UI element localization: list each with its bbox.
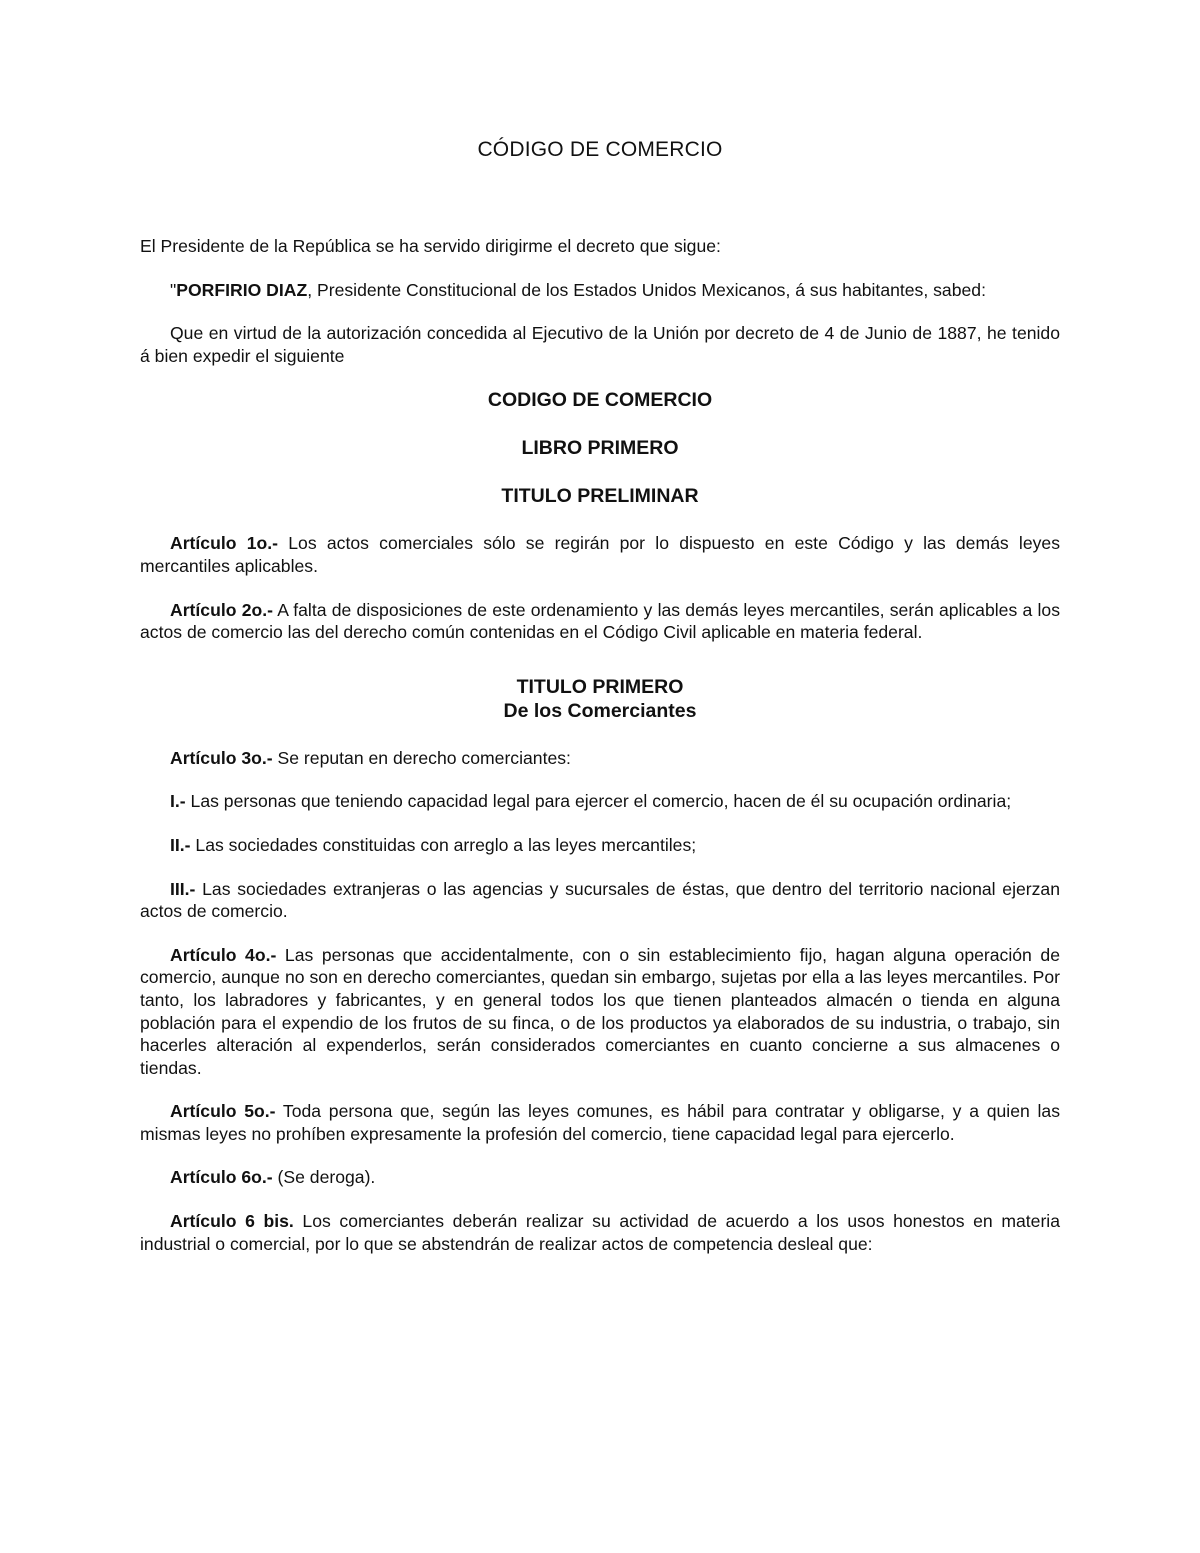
article-5: [140, 1100, 1060, 1145]
heading-libro-primero: LIBRO PRIMERO: [521, 437, 679, 460]
heading-titulo-primero: TITULO PRIMERO: [516, 675, 684, 698]
heading-titulo-preliminar: TITULO PRELIMINAR: [501, 485, 699, 508]
article-6-bis: [140, 1210, 1060, 1255]
article-5-text: Toda persona que, según las leyes comunes, es hábil para contratar y obligarse, y a quien las mismas leyes no prohíben expresamente la profesión del comercio, tiene capacidad legal para ejercerlo.: [140, 1101, 1060, 1144]
article-4-text: Las personas que accidentalmente, con o sin establecimiento fijo, hagan alguna operación de comercio, aunque no son en derecho comerciantes, quedan sin embargo, sujetas por ella a las leyes mercantiles. Por tanto, los labradores y fabricantes, y en general todos los que tienen planteados almacén o tienda en alguna población para el expendio de los frutos de su finca, o de los productos ya elaborados de su industria, o trabajo, sin hacerles alteración al expenderlos, serán considerados comerciantes en cuanto concierne a sus almacenes o tiendas.: [140, 944, 1060, 1078]
fraction-2-label: II.-: [170, 834, 191, 855]
fraction-3: [140, 878, 1060, 923]
document-page: [140, 0, 1060, 1553]
decree-paragraph: [140, 279, 1060, 302]
article-6-label: Artículo 6o.-: [170, 1167, 273, 1188]
article-6-bis-label: Artículo 6 bis.: [170, 1211, 294, 1232]
article-1-text: Los actos comerciales sólo se regirán por lo dispuesto en este Código y las demás leyes mercantiles aplicables.: [140, 533, 1060, 576]
heading-titulo-primero-block: [140, 675, 1060, 723]
intro-paragraph: El Presidente de la República se ha servido dirigirme el decreto que sigue:: [140, 236, 721, 256]
article-3: [140, 747, 1060, 770]
heading-de-los-comerciantes: De los Comerciantes: [503, 699, 697, 722]
article-5-label: Artículo 5o.-: [170, 1101, 276, 1122]
fraction-2-text: Las sociedades constituidas con arreglo a las leyes mercantiles;: [190, 834, 697, 855]
fraction-3-text: Las sociedades extranjeras o las agencias y sucursales de éstas, que dentro del territorio nacional ejerzan actos de comercio.: [140, 878, 1060, 922]
president-name: PORFIRIO DIAZ: [176, 279, 308, 300]
article-3-text: Se reputan en derecho comerciantes:: [272, 747, 571, 768]
article-2-text: A falta de disposiciones de este ordenamiento y las demás leyes mercantiles, serán aplicables a los actos de comercio las del derecho común contenidas en el Código Civil aplicable en materia federal.: [140, 599, 1060, 643]
article-1: [140, 532, 1060, 577]
authorization-paragraph: Que en virtud de la autorización concedida al Ejecutivo de la Unión por decreto de 4 de Junio de 1887, he tenido á bien expedir el siguiente: [140, 323, 1060, 366]
heading-codigo-de-comercio: CODIGO DE COMERCIO: [487, 389, 713, 412]
article-6-bis-text: Los comerciantes deberán realizar su actividad de acuerdo a los usos honestos en materia industrial o comercial, por lo que se abstendrán de realizar actos de competencia desleal que:: [140, 1211, 1060, 1254]
article-4: [140, 944, 1060, 1080]
article-2-label: Artículo 2o.-: [170, 599, 273, 620]
fraction-1-label: I.-: [170, 791, 186, 812]
fraction-1-text: Las personas que teniendo capacidad legal para ejercer el comercio, hacen de él su ocupación ordinaria;: [185, 791, 1012, 812]
article-3-label: Artículo 3o.-: [170, 747, 273, 768]
article-6-text: (Se deroga).: [272, 1167, 376, 1188]
quote-mark: ": [170, 279, 177, 300]
article-6: [140, 1166, 1060, 1189]
decree-text: , Presidente Constitucional de los Estados Unidos Mexicanos, á sus habitantes, sabed:: [307, 279, 986, 300]
fraction-2: [140, 834, 1060, 857]
article-4-label: Artículo 4o.-: [170, 944, 277, 965]
document-body: [140, 235, 1060, 1276]
article-1-label: Artículo 1o.-: [170, 533, 278, 554]
fraction-3-label: III.-: [170, 878, 196, 899]
document-title: CÓDIGO DE COMERCIO: [477, 138, 723, 161]
fraction-1: [140, 790, 1060, 813]
article-2: [140, 599, 1060, 644]
